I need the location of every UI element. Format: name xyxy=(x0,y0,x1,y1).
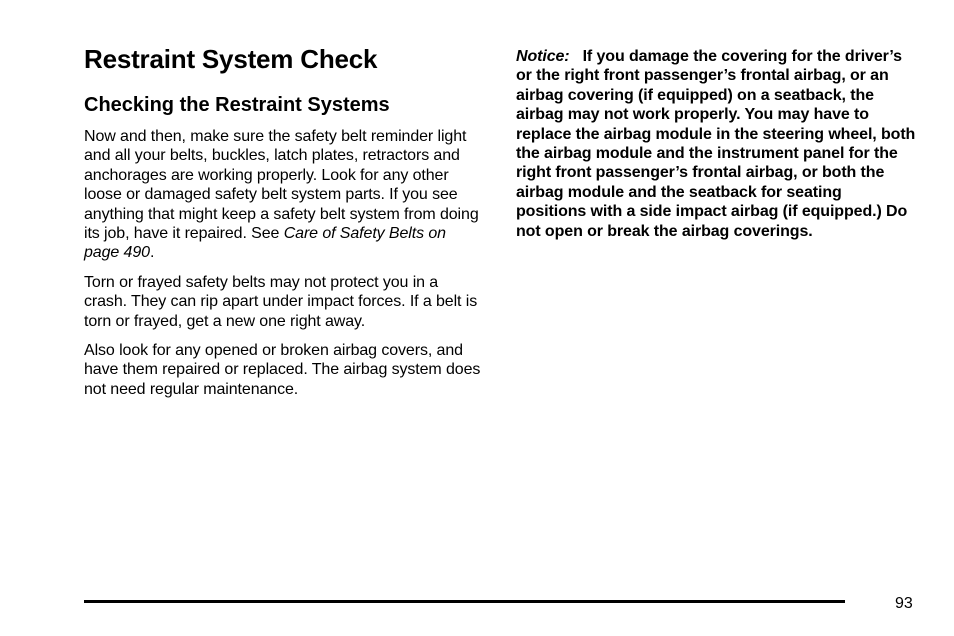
cross-reference: Care of Safety Belts on page 490 xyxy=(84,225,446,262)
paragraph-belt-check-end: . xyxy=(149,244,155,262)
right-column xyxy=(516,47,916,241)
footer-rule xyxy=(84,600,845,603)
notice-text: If you damage the covering for the driver’s or the right front passenger’s frontal airbag, or an airbag covering (if equipped) on a seatback, the airbag may not work properly. You may have to replace the airbag module in the steering wheel, both the airbag module and the instrument panel for the right front passenger’s frontal airbag, or both the airbag module and the seatback for seating positions with a side impact airbag (if equipped.) Do not open or break the airbag coverings. xyxy=(516,48,916,240)
notice-box xyxy=(516,47,916,241)
paragraph-belt-check-text: Now and then, make sure the safety belt reminder light and all your belts, buckles, latch plates, retractors and anchorages are working properly. Look for any other loose or damaged safety belt system parts. If you see anything that might keep a safety belt system from doing its job, have it repaired. See xyxy=(84,128,479,243)
paragraph-torn-belts: Torn or frayed safety belts may not protect you in a crash. They can rip apart under impact forces. If a belt is torn or frayed, get a new one right away. xyxy=(84,273,478,330)
notice-label: Notice: xyxy=(516,48,570,65)
left-column xyxy=(84,42,484,399)
paragraph-airbag-covers: Also look for any opened or broken airbag covers, and have them repaired or replaced. The airbag system does not need regular maintenance. xyxy=(84,342,481,398)
section-subtitle: Checking the Restraint Systems xyxy=(84,94,390,116)
paragraph-belt-check xyxy=(84,127,484,263)
section-title: Restraint System Check xyxy=(84,44,378,74)
page-number: 93 xyxy=(895,595,913,612)
